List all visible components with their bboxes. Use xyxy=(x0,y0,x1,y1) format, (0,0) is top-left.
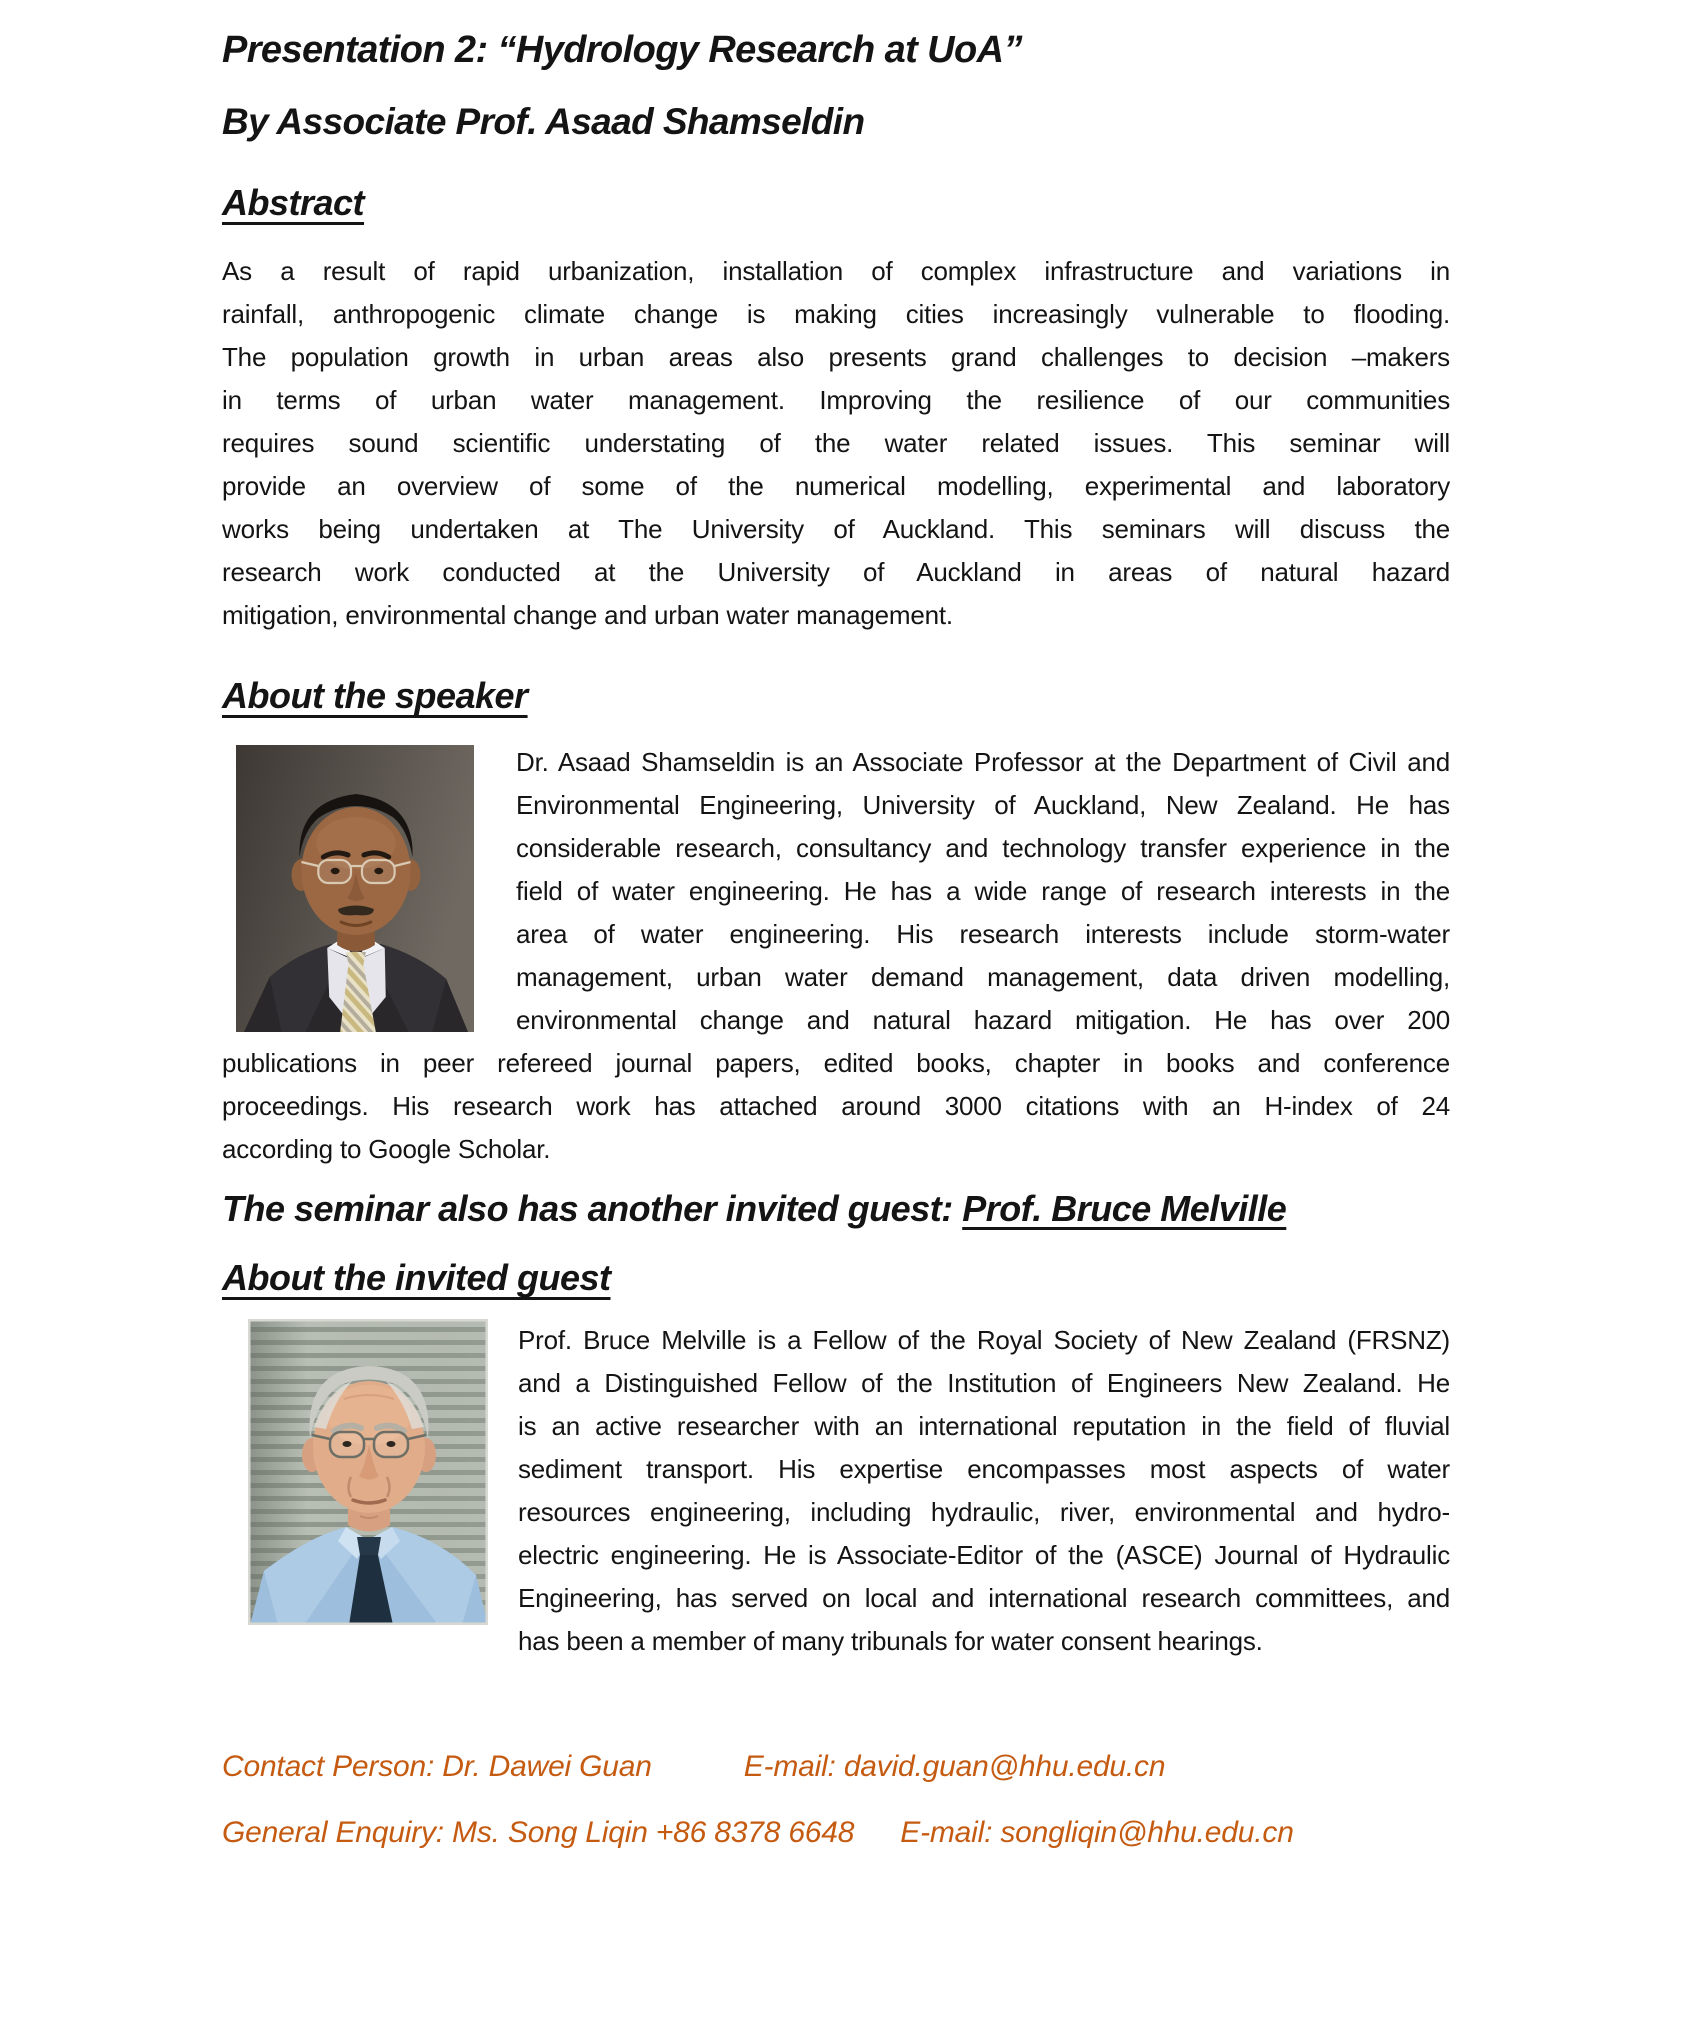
text-line: according to Google Scholar. xyxy=(222,1134,551,1164)
general-enquiry-email: E-mail: songliqin@hhu.edu.cn xyxy=(900,1816,1294,1849)
byline: By Associate Prof. Asaad Shamseldin xyxy=(222,101,865,142)
text-line: mitigation, environmental change and urban water management. xyxy=(222,600,953,630)
text-line: As a result of rapid urbanization, installation of complex infrastructure and variations in xyxy=(222,256,1450,286)
abstract-paragraph xyxy=(222,250,1450,637)
text-line: publications in peer refereed journal papers, edited books, chapter in books and conference xyxy=(222,1048,1450,1078)
contact-line-1 xyxy=(222,1747,1450,1787)
text-line: rainfall, anthropogenic climate change is making cities increasingly vulnerable to flooding. xyxy=(222,299,1450,329)
speaker-portrait-image xyxy=(236,745,474,1032)
abstract-heading: Abstract xyxy=(222,182,365,223)
text-line: and a Distinguished Fellow of the Institution of Engineers New Zealand. He xyxy=(518,1368,1450,1398)
text-line: Environmental Engineering, University of Auckland, New Zealand. He has xyxy=(516,790,1450,820)
text-line: provide an overview of some of the numerical modelling, experimental and laboratory xyxy=(222,471,1450,501)
text-line: electric engineering. He is Associate-Editor of the (ASCE) Journal of Hydraulic xyxy=(518,1540,1450,1570)
text-line: The population growth in urban areas also presents grand challenges to decision –makers xyxy=(222,342,1450,372)
text-line: is an active researcher with an international reputation in the field of fluvial xyxy=(518,1411,1450,1441)
text-line: research work conducted at the University of Auckland in areas of natural hazard xyxy=(222,557,1450,587)
text-line: works being undertaken at The University of Auckland. This seminars will discuss the xyxy=(222,514,1450,544)
speaker-photo xyxy=(236,745,474,1032)
text-line: in terms of urban water management. Improving the resilience of our communities xyxy=(222,385,1450,415)
text-line: Engineering, has served on local and international research committees, and xyxy=(518,1583,1450,1613)
text-line: Prof. Bruce Melville is a Fellow of the Royal Society of New Zealand (FRSNZ) xyxy=(518,1325,1450,1355)
contact-block xyxy=(222,1747,1450,1853)
document-content xyxy=(222,0,1450,1853)
text-line: sediment transport. His expertise encompasses most aspects of water xyxy=(518,1454,1450,1484)
guest-photo xyxy=(248,1319,488,1625)
speaker-paragraph xyxy=(222,741,1450,1171)
text-line: Dr. Asaad Shamseldin is an Associate Professor at the Department of Civil and xyxy=(516,747,1450,777)
text-line: area of water engineering. His research interests include storm-water xyxy=(516,919,1450,949)
guest-heading: About the invited guest xyxy=(222,1257,611,1298)
invited-guest-banner xyxy=(222,1187,1450,1231)
guest-portrait-image xyxy=(248,1319,488,1625)
text-line: management, urban water demand management, data driven modelling, xyxy=(516,962,1450,992)
banner-guest-name: Prof. Bruce Melville xyxy=(962,1188,1287,1229)
general-enquiry-label: General Enquiry: Ms. Song Liqin +86 8378 6648 xyxy=(222,1816,855,1849)
text-line: has been a member of many tribunals for water consent hearings. xyxy=(518,1626,1263,1656)
contact-line-2 xyxy=(222,1813,1450,1853)
contact-person-email: E-mail: david.guan@hhu.edu.cn xyxy=(743,1750,1166,1783)
guest-text-lines xyxy=(518,1319,1450,1663)
text-line: considerable research, consultancy and technology transfer experience in the xyxy=(516,833,1450,863)
text-line: requires sound scientific understating of the water related issues. This seminar will xyxy=(222,428,1450,458)
page-title: Presentation 2: “Hydrology Research at UoA” xyxy=(222,29,1022,71)
text-line: environmental change and natural hazard mitigation. He has over 200 xyxy=(516,1005,1450,1035)
banner-prefix: The seminar also has another invited guest: xyxy=(222,1188,963,1229)
text-line: proceedings. His research work has attached around 3000 citations with an H-index of 24 xyxy=(222,1091,1450,1121)
speaker-heading: About the speaker xyxy=(222,675,528,716)
guest-section xyxy=(222,1319,1450,1663)
text-line: resources engineering, including hydraulic, river, environmental and hydro- xyxy=(518,1497,1450,1527)
contact-person-label: Contact Person: Dr. Dawei Guan xyxy=(222,1750,652,1783)
text-line: field of water engineering. He has a wide range of research interests in the xyxy=(516,876,1450,906)
